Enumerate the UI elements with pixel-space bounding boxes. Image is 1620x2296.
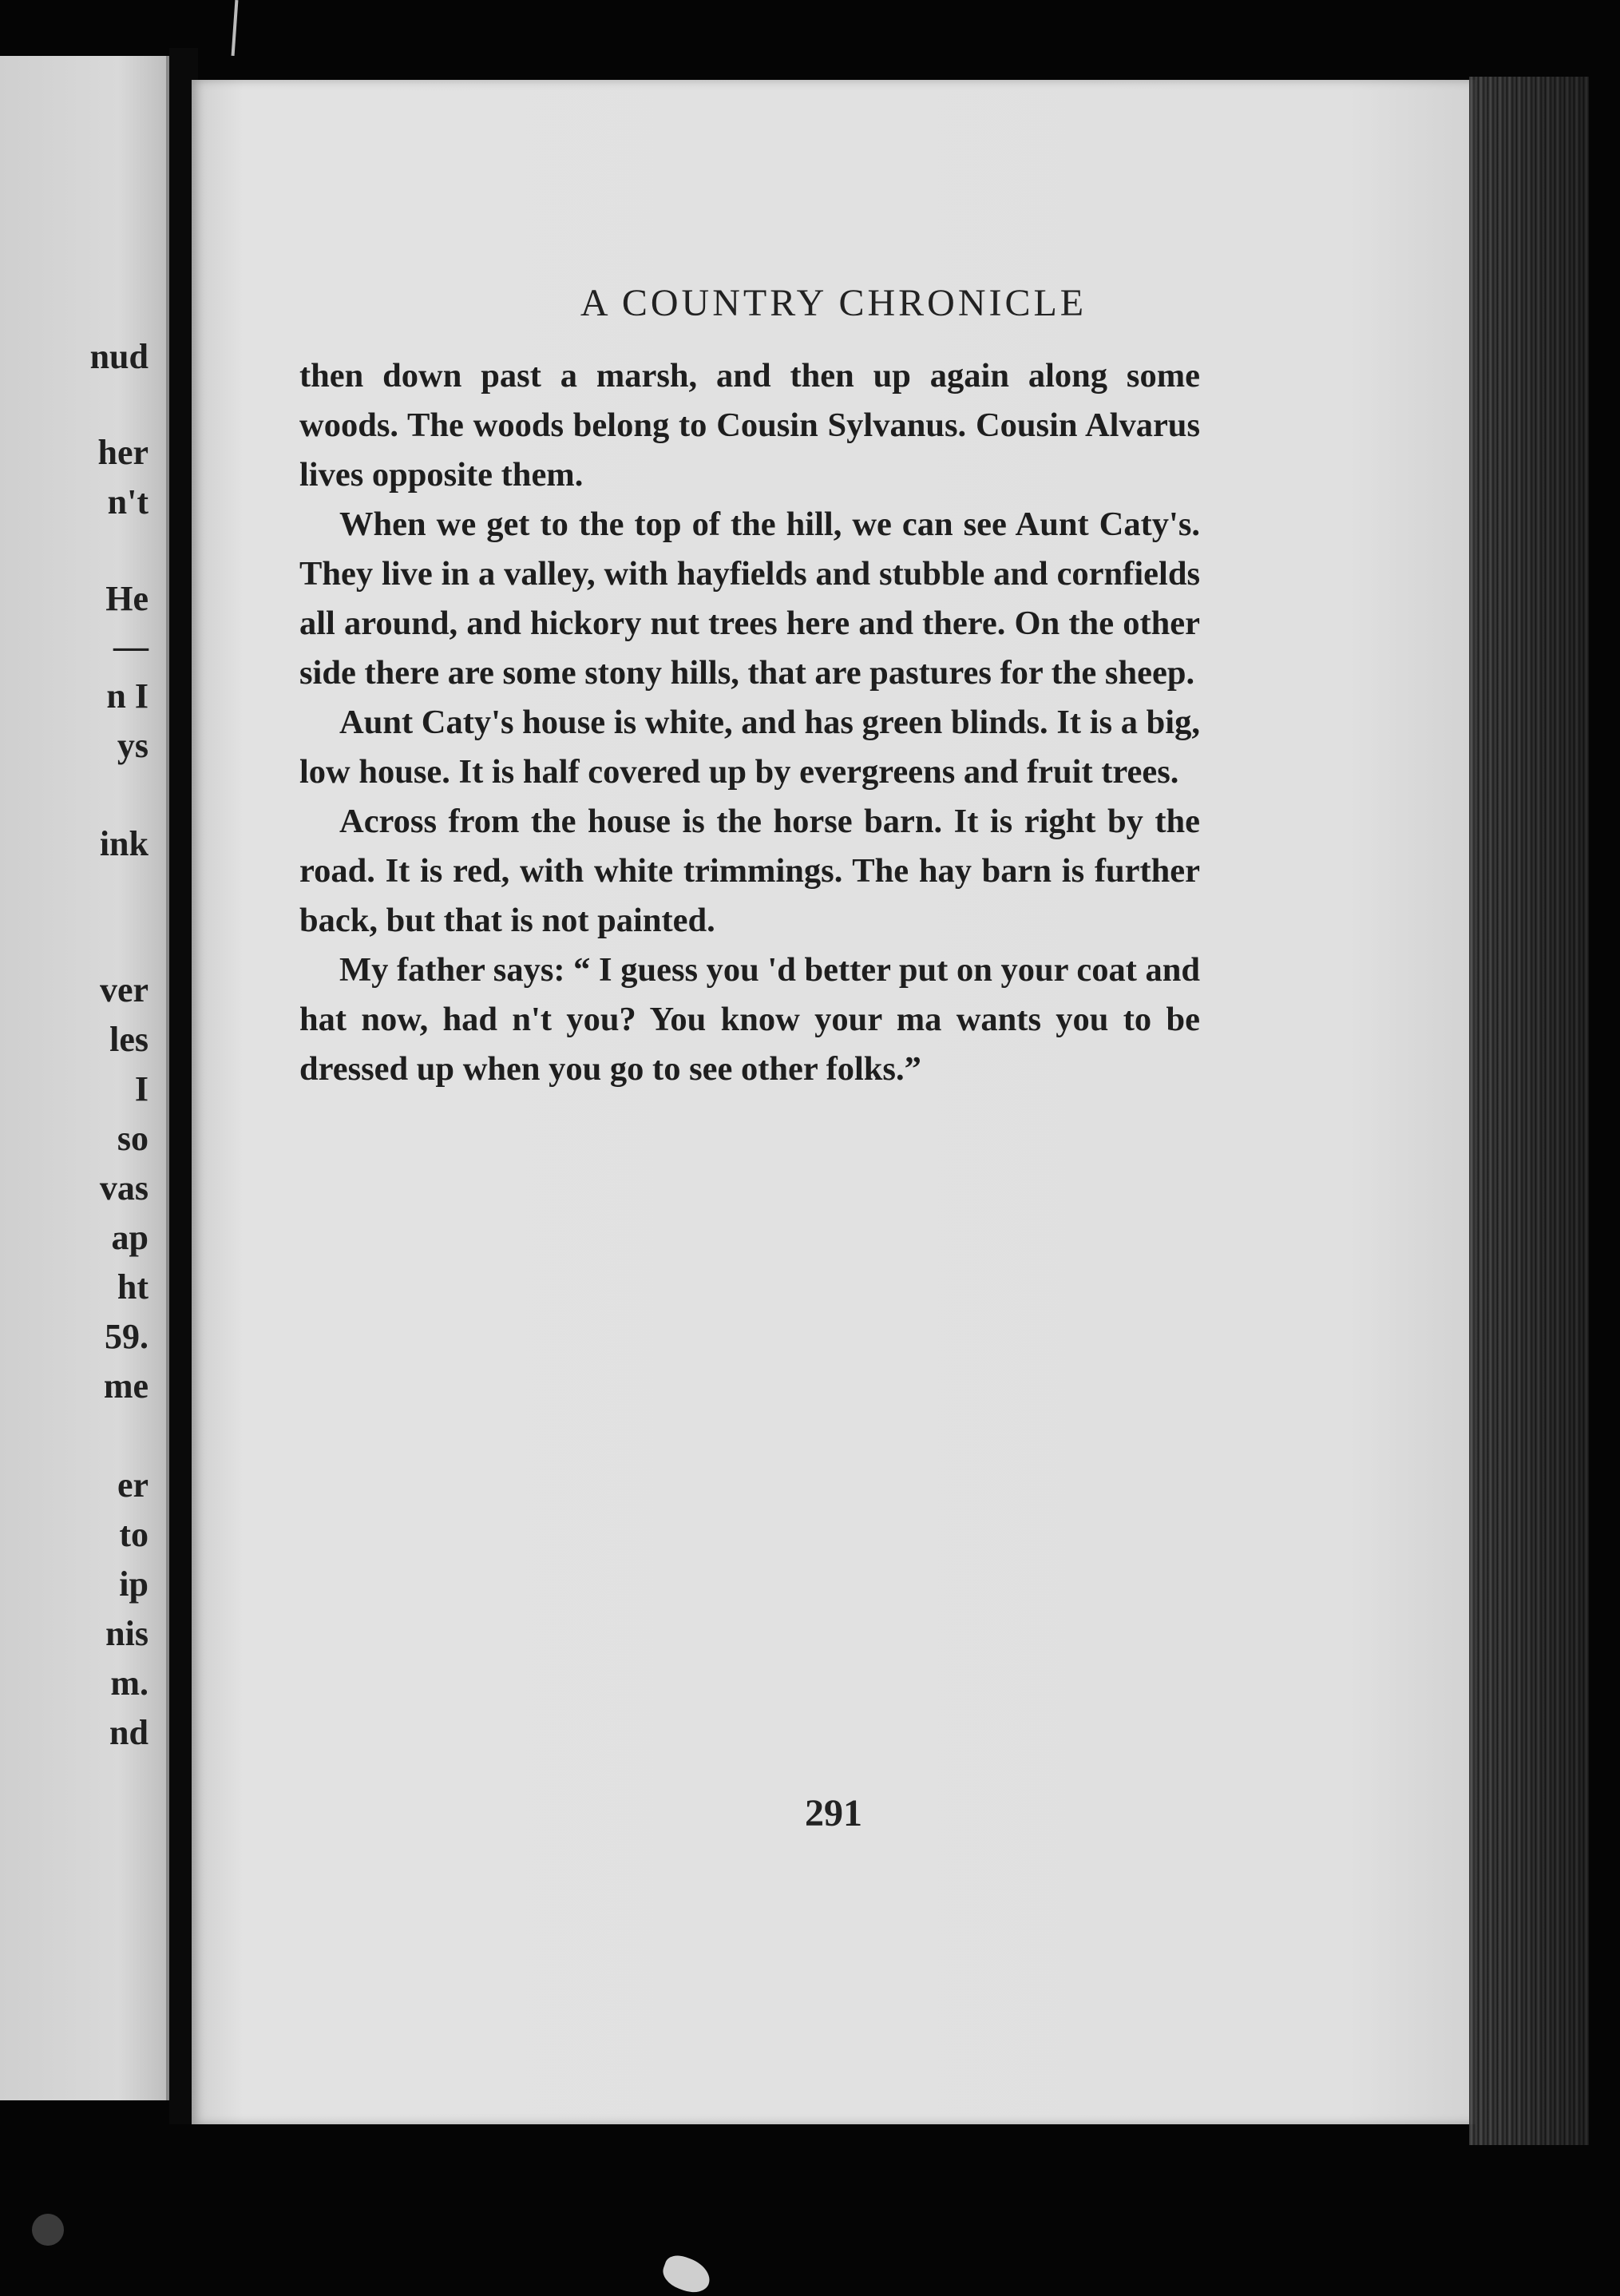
left-page-fragment: vas: [99, 1168, 149, 1207]
scanner-corner-mark: [32, 2214, 64, 2246]
paragraph: When we get to the top of the hill, we can see Aunt Caty's. They live in a valley, with hayfields and stubble and cornfields all around, and hickory nut trees here and there. On the other side there are some stony hills, that are pastures for the sheep.: [299, 506, 1200, 692]
left-page-fragment: er: [117, 1465, 149, 1505]
left-page-fragment: ys: [117, 726, 149, 765]
left-page-fragment: ip: [119, 1564, 149, 1604]
scanner-clip: [659, 2251, 715, 2296]
paragraph: Aunt Caty's house is white, and has green blinds. It is a big, low house. It is half covered up by evergreens and fruit trees.: [299, 704, 1200, 791]
left-page-fragment: He: [105, 579, 149, 618]
left-page-fragment: I: [134, 1069, 149, 1108]
left-page-fragment: ver: [99, 970, 149, 1009]
binding-thread: [232, 0, 239, 56]
running-head: A COUNTRY CHRONICLE: [580, 282, 1087, 324]
left-page-fragment: ht: [117, 1267, 149, 1307]
paragraph: Across from the house is the horse barn. It is right by the road. It is red, with white trimmings. The hay barn is further back, but that is not painted.: [299, 803, 1200, 939]
page-number: 291: [805, 1792, 862, 1834]
body-text: [299, 351, 1200, 1094]
left-page-fragment: n I: [106, 676, 149, 716]
left-page-fragment: so: [117, 1119, 149, 1158]
left-page-fragment: ap: [111, 1218, 149, 1257]
left-page-fragment: 59.: [105, 1317, 149, 1356]
left-page-fragment: nud: [89, 337, 149, 376]
left-facing-page: [0, 56, 169, 2100]
paragraph: then down past a marsh, and then up again along some woods. The woods belong to Cousin Sylvanus. Cousin Alvarus lives opposite them.: [299, 357, 1200, 494]
left-page-fragment: n't: [107, 482, 149, 521]
left-page-fragment: ink: [99, 824, 149, 863]
left-page-fragment: me: [103, 1366, 149, 1406]
left-page-fragment: nd: [109, 1713, 149, 1752]
left-page-fragment: to: [119, 1515, 149, 1554]
left-page-fragment: —: [113, 627, 149, 666]
left-page-fragment: m.: [110, 1664, 149, 1703]
page-edges-shadow: [1469, 77, 1589, 2145]
paragraph: My father says: “ I guess you 'd better put on your coat and hat now, had n't you? You know your ma wants you to be dressed up when you go to see other folks.”: [299, 951, 1200, 1088]
left-page-fragment: nis: [105, 1614, 149, 1653]
left-page-fragment: les: [109, 1020, 149, 1059]
left-page-fragment: her: [97, 433, 149, 472]
